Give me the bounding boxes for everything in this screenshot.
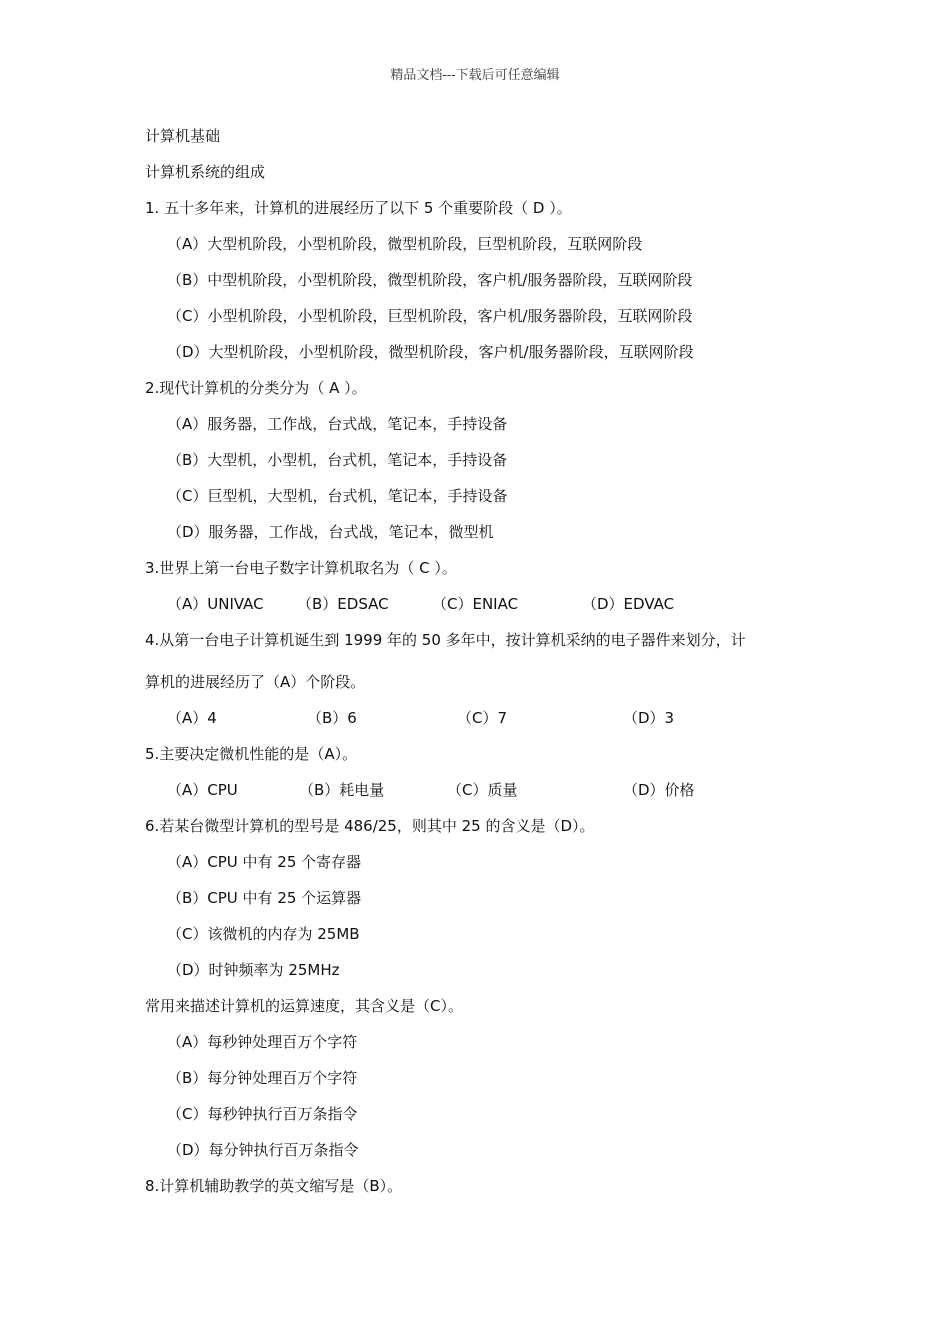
question-4-option-d: （D）3 [623, 709, 675, 727]
question-1-option-d: （D）大型机阶段，小型机阶段，微型机阶段，客户机/服务器阶段，互联网阶段 [167, 343, 694, 361]
question-4-stem-line-1: 4.从第一台电子计算机诞生到 1999 年的 50 多年中，按计算机采纳的电子器件来划分，计 [145, 631, 746, 649]
page-header: 精品文档---下载后可任意编辑 [390, 68, 560, 83]
question-4-option-a: （A）4 [167, 709, 217, 727]
question-2-stem: 2.现代计算机的分类分为（ A ）。 [145, 379, 367, 397]
question-7-option-a: （A）每秒钟处理百万个字符 [167, 1033, 358, 1051]
question-1-option-b: （B）中型机阶段，小型机阶段，微型机阶段，客户机/服务器阶段，互联网阶段 [167, 271, 693, 289]
question-3-stem: 3.世界上第一台电子数字计算机取名为（ C ）。 [145, 559, 457, 577]
question-5-option-d: （D）价格 [623, 781, 695, 799]
question-7-stem: 常用来描述计算机的运算速度，其含义是（C）。 [145, 997, 463, 1015]
question-7-option-d: （D）每分钟执行百万条指令 [167, 1141, 359, 1159]
question-6-option-a: （A）CPU 中有 25 个寄存器 [167, 853, 362, 871]
question-6-option-b: （B）CPU 中有 25 个运算器 [167, 889, 362, 907]
question-4-option-c: （C）7 [457, 709, 508, 727]
question-3-option-d: （D）EDVAC [582, 595, 675, 613]
question-2-option-a: （A）服务器，工作战，台式战，笔记本，手持设备 [167, 415, 508, 433]
question-3-option-a: （A）UNIVAC [167, 595, 264, 613]
question-4-stem-line-2: 算机的进展经历了（A）个阶段。 [145, 673, 366, 691]
question-2-option-d: （D）服务器，工作战，台式战，笔记本，微型机 [167, 523, 494, 541]
question-6-option-d: （D）时钟频率为 25MHz [167, 961, 340, 979]
question-3-options [145, 594, 825, 630]
question-3-option-b: （B）EDSAC [297, 595, 389, 613]
question-5-option-c: （C）质量 [447, 781, 518, 799]
question-1-stem: 1. 五十多年来，计算机的进展经历了以下 5 个重要阶段（ D ）。 [145, 199, 572, 217]
question-6-option-c: （C）该微机的内存为 25MB [167, 925, 360, 943]
question-5-option-a: （A）CPU [167, 781, 238, 799]
question-4-option-b: （B）6 [307, 709, 357, 727]
question-6-stem: 6.若某台微型计算机的型号是 486/25，则其中 25 的含义是（D）。 [145, 817, 595, 835]
subsection-title: 计算机系统的组成 [145, 163, 266, 181]
question-3-option-c: （C）ENIAC [432, 595, 519, 613]
question-5-options [145, 780, 825, 816]
question-8-stem: 8.计算机辅助教学的英文缩写是（B）。 [145, 1177, 403, 1195]
question-5-stem: 5.主要决定微机性能的是（A）。 [145, 745, 358, 763]
question-1-option-a: （A）大型机阶段，小型机阶段，微型机阶段，巨型机阶段，互联网阶段 [167, 235, 643, 253]
question-5-option-b: （B）耗电量 [299, 781, 385, 799]
question-1-option-c: （C）小型机阶段，小型机阶段，巨型机阶段，客户机/服务器阶段，互联网阶段 [167, 307, 693, 325]
section-title: 计算机基础 [145, 127, 221, 145]
question-7-option-c: （C）每秒钟执行百万条指令 [167, 1105, 358, 1123]
question-2-option-c: （C）巨型机，大型机，台式机，笔记本，手持设备 [167, 487, 508, 505]
document-body [145, 126, 825, 1212]
question-2-option-b: （B）大型机，小型机，台式机，笔记本，手持设备 [167, 451, 508, 469]
question-4-options [145, 708, 825, 744]
question-7-option-b: （B）每分钟处理百万个字符 [167, 1069, 358, 1087]
